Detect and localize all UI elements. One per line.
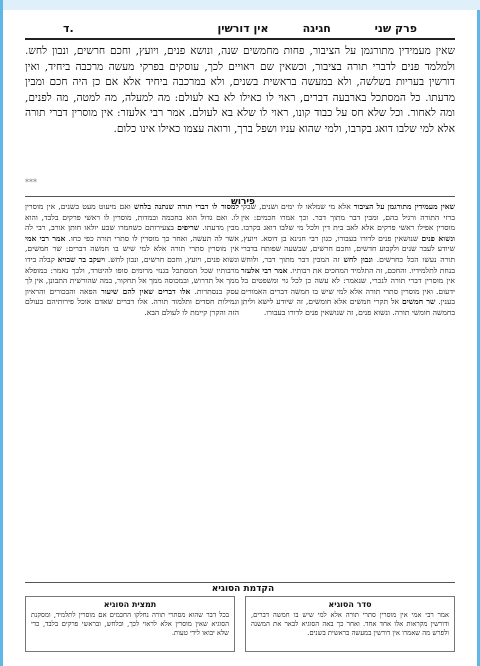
top-bar	[3, 0, 480, 10]
commentary-text: הפאה והבכורים והראיון וגמילות חסדים ותלמוד תורה. אלו דברים שאדם אוכל פירותיהם בעולם הזה והקרן קיימת לו לעולם הבא.	[25, 286, 239, 317]
header-rule	[25, 38, 455, 40]
sugya-order-title: סדר הסוגיא	[328, 600, 372, 609]
commentary-lemma: שר חמשים	[402, 297, 436, 307]
commentary-text: אין מוסרין דברי תורה לנכרי, שנאמר: לא עשה כן לכל גוי ומשפטים בל ידעום. ואין מוסרין סתרי תורה אלא למי שיש בו חמשה דברים האמורים בענין.	[241, 276, 455, 307]
commentary-text: קבלה בידו מרבותיו שכל המסתכל בגנזי מרומים סופו להיטרד, ולכך נאמר: במופלא ממך אל תדרוש, ובמכוסה ממך אל תחקור, במה שהורשית התבונן, אין לך עסק בנסתרות.	[25, 254, 239, 296]
commentary-lemma: שאין מעמידין מתורגמן על הציבור	[353, 202, 455, 211]
commentary-lemma: אמר רבי אמי	[25, 233, 66, 243]
chapter-label	[303, 22, 417, 38]
intro-label: הקדמת הסוגיא	[206, 584, 281, 594]
commentary-text: אלא מי שמלאו לו ימים ושנים, שבקי ברזי התורה ורגיל בהם, ומבין דבר מתוך דבר. וכך אמרו חכמים: אין מוסרין אפילו ראשי פרקים אלא לאב בית דין ולכל מי שלבו דואג בקרבו.	[241, 202, 455, 233]
tractate-name: חגיגה	[302, 22, 331, 35]
commentary-column-left	[25, 202, 239, 574]
commentary-lemma: ונשוא פנים	[421, 233, 455, 243]
commentary-column-right	[241, 202, 455, 574]
tractate-title: אין דורשין	[217, 22, 269, 35]
commentary-lemma: שריפים	[177, 223, 200, 233]
mishna-text: שאין מעמידין מתורגמן על הציבור, פחות מחמשים שנה, ונושא פנים, ויועץ, וחכם חרשים, ונבון לחש. ולמלמד פנים לדברי תורה בציבור, וכשאין שם ראויים לכך, עוסקים בפרקי מעשה מרכבה ביחיד, ואין דורשין בעריות בשלשה, ולא במעשה בראשית בשנים, ולא במרכבה ביחיד אלא אם כן היה חכם ומבין מדעתו. כל המסתכל בארבעה דברים, ראוי לו כאילו לא בא לעולם: מה למעלה, מה למטה, מה לפנים, ומה לאחור. וכל שלא חס על כבוד קונו, ראוי לו שלא בא לעולם. אמר רבי אלעזר: אין מוסרין דברי תורה אלא למי שלבו דואג בקרבו, ולמי שהוא עניו ושפל ברך, ורואה עצמו כאילו אינו כלום.	[25, 45, 455, 135]
intro-heading	[3, 576, 480, 595]
chapter-name: פרק שני	[374, 22, 417, 35]
page-number: ד.	[63, 22, 74, 35]
commentary-text: ואם מיעוט מעט בשנים, אין מוסרין לו. ואם גדול הוא בחכמה ובמדות, מוסרין לו ראשי פרקים בלבד, והוא מבין מדעתו.	[25, 202, 239, 233]
commentary-lemma: אלו דברים שאין להם שיעור	[100, 286, 191, 296]
sugya-summary-box	[25, 596, 235, 652]
commentary-lemma: אמר רבי אלעזר	[241, 265, 288, 275]
sugya-summary-title: תמצית הסוגיא	[103, 600, 157, 609]
sugya-order-box	[245, 596, 455, 652]
commentary-entry	[241, 297, 455, 317]
commentary-text: שנושאין פנים לדורו בעבורו, כגון רבי חנינא בן דוסא. ויועץ, שיודע לעבר שנים ולקבוע חדשים, וחכם חרשים, שבשעה שפותח בדברי תורה נעשו הכל כחרשים.	[241, 233, 455, 264]
sugya-summary-text: בכל דבר שהוא מסתרי תורה נחלקו החכמים אם מוסרין לתלמיד, ומסקנת הסוגיא שאין מוסרין אלא לראוי לכך, ובלחש, ובראשי פרקים בלבד, כדי שלא יבואו לידי טעות.	[31, 611, 229, 637]
commentary-lemma: ונבון לחש	[343, 254, 373, 264]
commentary-entry	[241, 202, 455, 232]
commentary-text: בצעירותם כשחמרו שבע יולאו חותן אורב, רבי לה אשר לה תעשה, ואחר כך מוסרין לו סתרי תורה כפי כחו.	[25, 223, 239, 243]
commentary-lemma: למסור לו דברי תורה שנתנה בלחש	[133, 202, 239, 211]
perush-label: פירוש	[225, 197, 261, 207]
sugya-order-text: אמר רבי אמי אין מוסרין סתרי תורה אלא למי שיש בו חמשה דברים, ודורשין מקראות אלו אחד אחד. ואחר כך באה הסוגיא לבאר את המשנה ולפרש מה שאמרו אין דורשין במעשה בראשית בשנים.	[251, 611, 449, 637]
commentary-text: אין מוסרין סתרי תורה אלא למי שיש בו חמשה דברים: שר חמשים, ונשוא פנים, ויועץ, וחכם חרשים, ונבון לחש.	[25, 244, 239, 264]
commentary-text: אל תקרי חמשים אלא חומשים, זה שיודע לישא וליתן בחמשה חומשי תורה. ונשוא פנים, זה שנושאין פנים לדורו בעבורו.	[241, 297, 455, 317]
commentary-lemma: ויעקב בר שבויא	[57, 254, 106, 264]
commentary-text: זה המבין דבר מתוך דבר, ולוחש בנחת לתלמידיו. והחכם, זה התלמיד המחכים את רבותיו.	[241, 254, 455, 275]
section-marker: ***	[25, 178, 37, 187]
